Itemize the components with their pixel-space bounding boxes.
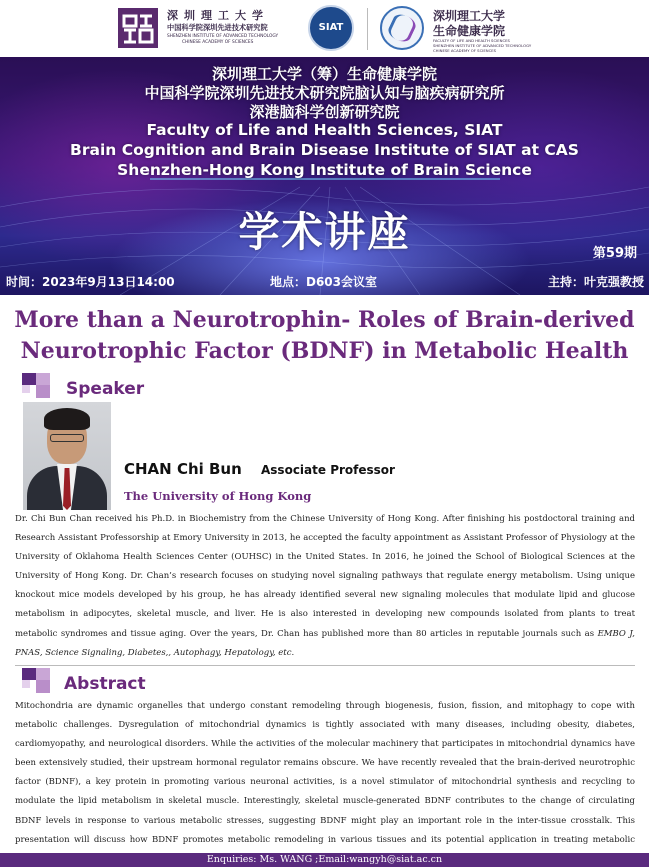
banner-cn-institute: 中国科学院深圳先进技术研究院脑认知与脑疾病研究所 bbox=[144, 84, 505, 102]
siat-seal-logo: SIAT bbox=[308, 5, 354, 51]
footer-enquiries: Enquiries: Ms. WANG ;Email:wangyh@siat.ac.cn bbox=[0, 853, 649, 867]
banner-en-hk-institute: Shenzhen-Hong Kong Institute of Brain Science bbox=[117, 161, 532, 179]
section-divider bbox=[15, 665, 635, 666]
talk-title bbox=[0, 305, 649, 367]
speaker-squares-icon bbox=[22, 373, 62, 403]
speaker-position: Associate Professor bbox=[261, 463, 395, 477]
banner-cn-faculty: 深圳理工大学（筹）生命健康学院 bbox=[211, 65, 437, 83]
abstract-squares-icon bbox=[22, 668, 62, 698]
dna-icon bbox=[386, 11, 419, 45]
banner-cn-hk-institute: 深港脑科学创新研究院 bbox=[249, 103, 400, 121]
logo-faculty-en bbox=[433, 38, 531, 53]
talk-title-line1: More than a Neurotrophin- Roles of Brain-derived bbox=[14, 307, 635, 333]
banner bbox=[0, 57, 649, 295]
event-time: 时间：2023年9月13日14:00 bbox=[6, 275, 175, 289]
banner-en-faculty: Faculty of Life and Health Sciences, SIAT bbox=[146, 121, 503, 139]
speaker-heading: Speaker bbox=[66, 379, 145, 399]
abstract-heading: Abstract bbox=[64, 674, 146, 694]
issue-number: 第59期 bbox=[592, 246, 637, 261]
banner-en-institute: Brain Cognition and Brain Disease Institute of SIAT at CAS bbox=[70, 141, 579, 159]
logo-faculty-en-line1: FACULTY OF LIFE AND HEALTH SCIENCES bbox=[433, 38, 510, 43]
logo-siat-cn: 中国科学院深圳先进技术研究院 bbox=[167, 23, 268, 32]
speaker-affiliation: The University of Hong Kong bbox=[124, 489, 312, 503]
speaker-name: CHAN Chi Bun bbox=[124, 460, 242, 478]
logo-siat-en: SHENZHEN INSTITUTE OF ADVANCED TECHNOLOGY bbox=[167, 34, 279, 39]
logo-university-cn: 深圳理工大学 bbox=[167, 9, 269, 22]
logo-faculty-en-line3: CHINESE ACADEMY OF SCIENCES bbox=[433, 48, 497, 53]
event-host: 主持：叶克强教授 bbox=[547, 275, 644, 289]
logo-faculty-cn-line1: 深圳理工大学 bbox=[433, 9, 506, 23]
life-health-faculty-logo bbox=[380, 6, 424, 50]
event-location: 地点：D603会议室 bbox=[270, 275, 378, 289]
siat-university-logo-mark bbox=[118, 8, 158, 48]
abstract-text: Mitochondria are dynamic organelles that undergo constant remodeling through biogenesis, fusion, fission, and mitophagy to cope with metabolic challenges. Dysregulation of mitochondrial dynamics is tightly associated with many diseases, including obesity, diabetes, cardiomyopathy, and neurological disorders. While the activities of the molecular machinery that participates in mitochondrial dynamics have been extensively studied, their upstream hormonal regulator remains obscure. We have recently revealed that the brain-derived neurotrophic factor (BDNF), a key protein in promoting various neuronal activities, is a novel stimulator of mitochondrial synthesis and recycling to modulate the lipid metabolism in skeletal muscle. Interestingly, skeletal muscle-generated BDNF contributes to the change of circulating BDNF levels in response to various metabolic stresses, suggesting BDNF might play an important role in the inter-tissue crosstalk. This presentation will discuss how BDNF promotes metabolic remodeling in various tissues and its potential application in treating metabolic bbox=[15, 701, 635, 845]
logo-faculty-en-line2: SHENZHEN INSTITUTE OF ADVANCED TECHNOLOGY bbox=[433, 43, 532, 48]
talk-title-line2: Neurotrophic Factor (BDNF) in Metabolic Health bbox=[20, 338, 629, 364]
logo-divider bbox=[367, 8, 368, 50]
lecture-title: 学术讲座 bbox=[238, 208, 411, 256]
logo-faculty-cn-line2: 生命健康学院 bbox=[433, 24, 506, 38]
speaker-bio-text: Dr. Chi Bun Chan received his Ph.D. in Biochemistry from the Chinese University of Hong Kong. After finishing his postdoctoral training and Research Assistant Professorship at Emory University in 2013, he accepted the faculty appointment as Assistant Professor of Physiology at the University of Oklahoma Health Sciences Center (OUHSC) in the United States. In 2016, he joined the School of Biological Sciences at the University of Hong Kong. Dr. Chan’s research focuses on studying novel signaling pathways that regulate energy metabolism. Using unique knockout mice models developed by his group, he has already identified several new signaling molecules that modulate lipid and glucose metabolism in adipocytes, skeletal muscle, and liver. He is also interested in developing new compounds isolated from plants to treat metabolic syndromes and tissue aging. Over the years, Dr. Chan has published more than 80 articles in reputable journals such as bbox=[15, 514, 635, 639]
logo-cas-en: CHINESE ACADEMY OF SCIENCES bbox=[182, 40, 254, 45]
siat-university-logo-icon bbox=[118, 8, 158, 48]
speaker-photo bbox=[23, 402, 111, 510]
speaker-bio-journals: EMBO J, PNAS, Science Signaling, Diabetes,, Autophagy, Hepatology, etc. bbox=[15, 628, 635, 658]
speaker-bio bbox=[15, 510, 635, 663]
logo-bar bbox=[0, 0, 649, 57]
